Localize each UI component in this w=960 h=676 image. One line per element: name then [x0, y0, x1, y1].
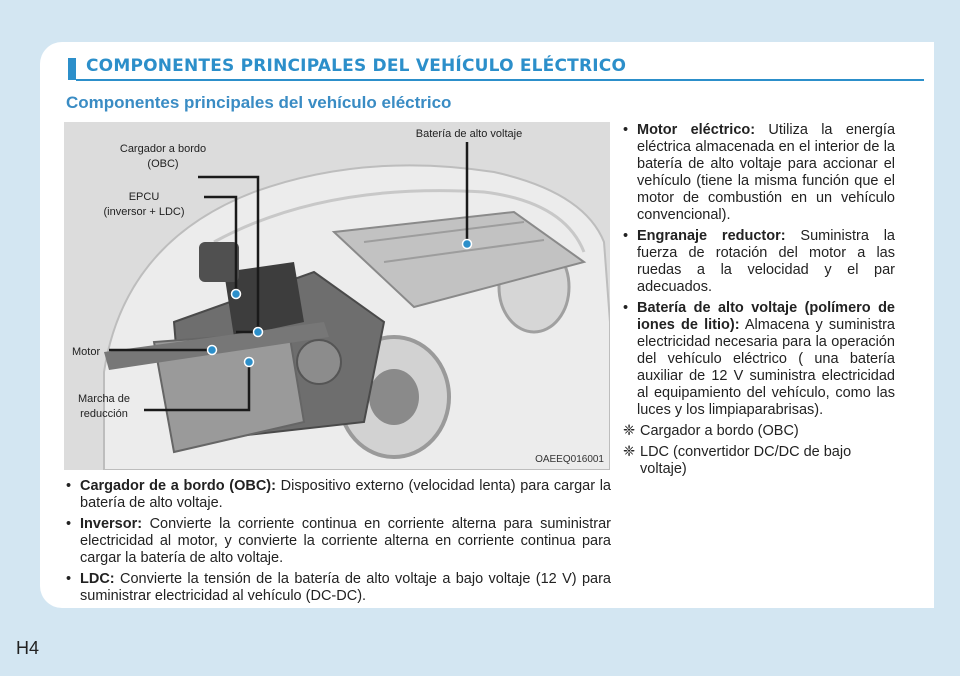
callout-battery-label: Batería de alto voltaje	[415, 128, 523, 140]
bullet-text: Utiliza la energía eléctrica almacenada en el interior de la batería de alto voltaje para accionar el vehículo (tiene la misma función que el motor de combustión en un vehículo convencional).	[637, 122, 896, 223]
bullet-text: Convierte la corriente continua en corriente alterna para suministrar electricidad al motor, y convierte la corriente alterna en corriente continua para cargar la batería de alto voltaje.	[80, 516, 611, 566]
bullet-ldc	[66, 571, 611, 605]
bullet-reduction-gear	[623, 228, 895, 296]
callout-motor-label: Motor	[72, 346, 101, 358]
callout-battery	[394, 127, 544, 142]
callout-reducer-line2: reducción	[80, 408, 128, 420]
note-mark: ❈	[623, 423, 636, 439]
bullet-text: Dispositivo externo (velocidad lenta) para cargar la batería de alto voltaje.	[80, 478, 611, 511]
section-title-accent	[68, 58, 76, 80]
note-text: Cargador a bordo (OBC)	[640, 423, 799, 439]
callout-epcu-line2: (inversor + LDC)	[103, 206, 185, 218]
callout-epcu	[86, 190, 202, 220]
callout-obc	[108, 142, 218, 172]
bullet-text: Convierte la tensión de la batería de alto voltaje a bajo voltaje (12 V) para suministrar electricidad al vehículo (DC-DC).	[80, 571, 611, 604]
left-bullet-list	[66, 478, 611, 609]
bullet-electric-motor	[623, 122, 895, 224]
bullet-term: Engranaje reductor:	[637, 228, 786, 244]
ev-components-figure	[64, 122, 610, 470]
page-subtitle: Componentes principales del vehículo eléctrico	[66, 93, 452, 112]
bullet-inverter	[66, 516, 611, 567]
page-number: H4	[16, 638, 40, 658]
bullet-term: LDC:	[80, 571, 115, 587]
callout-reducer	[66, 392, 142, 422]
bullet-text: Almacena y suministra electricidad necesaria para la operación del vehículo eléctrico ( una batería auxiliar de 12 V suministra electricidad al equipamiento del vehículo, como las luces y los limpiaparabrisas).	[637, 317, 895, 418]
note-mark: ❈	[623, 444, 636, 460]
section-title-rule	[76, 79, 924, 81]
callout-epcu-line1: EPCU	[128, 191, 160, 203]
section-title: COMPONENTES PRINCIPALES DEL VEHÍCULO ELÉCTRICO	[86, 56, 627, 76]
callout-motor	[72, 345, 108, 360]
bullet-term: Batería de alto voltaje (polímero de iones de litio):	[637, 300, 895, 333]
bullet-term: Cargador de a bordo (OBC):	[80, 478, 276, 494]
callout-obc-line2: (OBC)	[147, 158, 179, 170]
bullet-obc	[66, 478, 611, 512]
bullet-term: Motor eléctrico:	[637, 122, 756, 138]
right-bullet-list	[623, 122, 895, 478]
figure-code: OAEEQ016001	[535, 454, 604, 465]
note-obc	[623, 423, 895, 440]
car-cutaway-illustration	[64, 122, 610, 470]
bullet-term: Inversor:	[80, 516, 143, 532]
note-text: LDC (convertidor DC/DC de bajo voltaje)	[640, 444, 852, 477]
bullet-hv-battery	[623, 300, 895, 419]
callout-reducer-line1: Marcha de	[78, 393, 130, 405]
bullet-text: Suministra la fuerza de rotación del motor a las ruedas a la velocidad y el par adecuados.	[637, 228, 895, 295]
note-ldc	[623, 444, 895, 478]
callout-obc-line1: Cargador a bordo	[119, 143, 207, 155]
